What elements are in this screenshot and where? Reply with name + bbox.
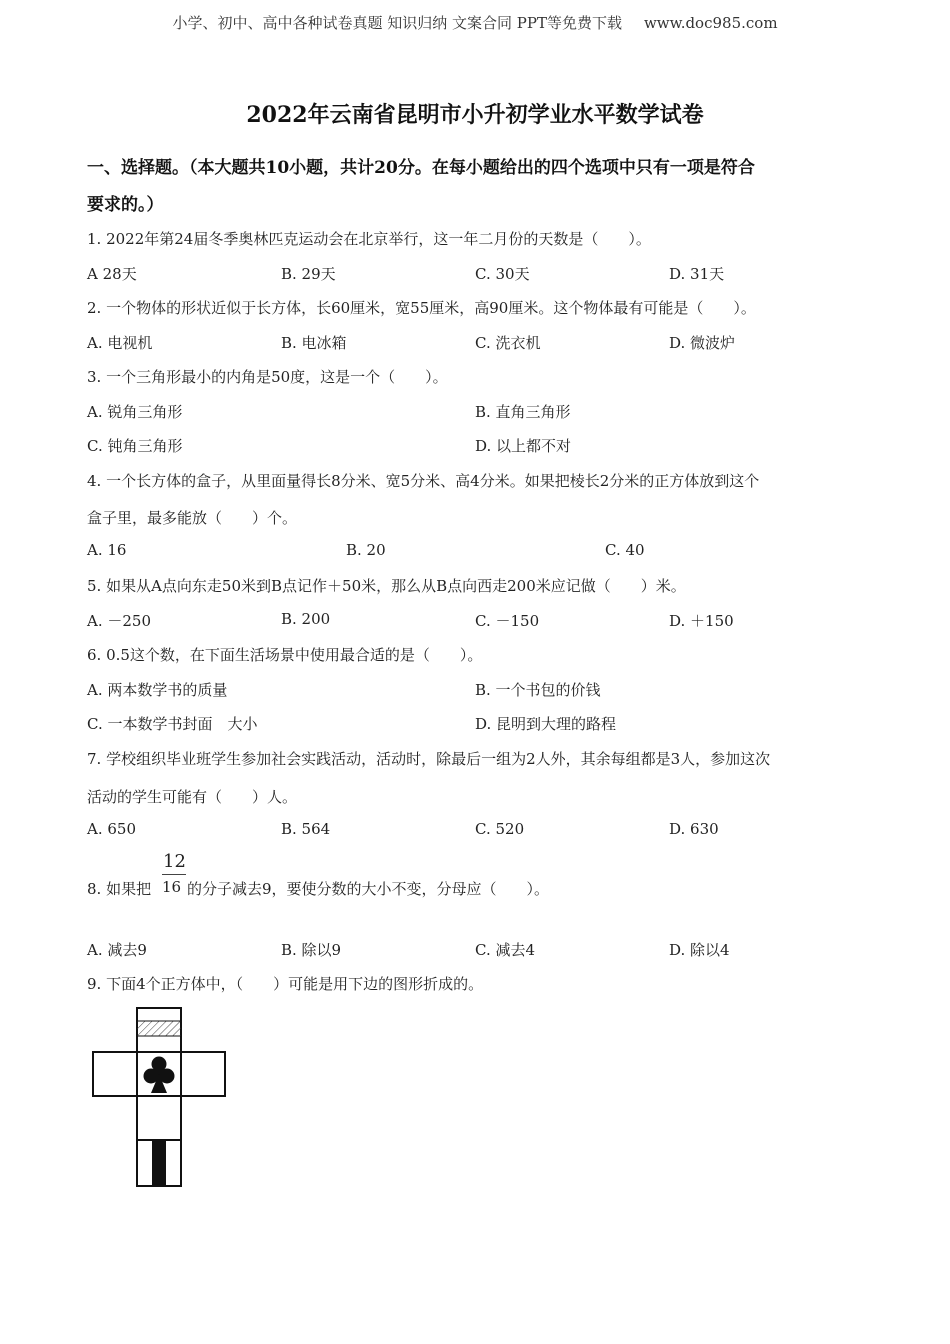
question-3: 3. 一个三角形最小的内角是50度，这是一个（ ）。 — [87, 368, 448, 386]
q8-option-a: A. 减去9 — [87, 941, 147, 959]
q3-option-d: D. 以上都不对 — [475, 437, 572, 455]
q4-option-b: B. 20 — [346, 541, 386, 559]
net-face-left — [93, 1052, 137, 1096]
question-2: 2. 一个物体的形状近似于长方体，长60厘米，宽55厘米，高90厘米。这个物体最有可能是（ ）。 — [87, 299, 756, 317]
q7-option-d: D. 630 — [669, 820, 719, 838]
page-title: 2022年云南省昆明市小升初学业水平数学试卷 — [246, 102, 704, 128]
q6-option-b: B. 一个书包的价钱 — [475, 681, 601, 699]
q4-option-c: C. 40 — [605, 541, 645, 559]
net-hatched-stripe — [137, 1021, 181, 1036]
q6-option-a: A. 两本数学书的质量 — [87, 681, 228, 699]
fraction-denominator: 16 — [162, 878, 182, 896]
section-heading-line2: 要求的。） — [87, 195, 164, 215]
q1-option-c: C. 30天 — [475, 265, 530, 283]
q1-option-b: B. 29天 — [281, 265, 336, 283]
question-7-line2: 活动的学生可能有（ ）人。 — [87, 788, 298, 806]
net-face-lower — [137, 1096, 181, 1140]
question-4-line2: 盒子里，最多能放（ ）个。 — [87, 509, 298, 527]
q5-option-a: A. －250 — [87, 612, 151, 630]
q6-option-c: C. 一本数学书封面 大小 — [87, 715, 258, 733]
q2-option-d: D. 微波炉 — [669, 334, 736, 352]
question-6: 6. 0.5这个数，在下面生活场景中使用最合适的是（ ）。 — [87, 646, 483, 664]
q7-option-b: B. 564 — [281, 820, 331, 838]
q5-option-b: B. 200 — [281, 610, 331, 628]
question-9: 9. 下面4个正方体中，（ ）可能是用下边的图形折成的。 — [87, 975, 484, 993]
q3-option-a: A. 锐角三角形 — [87, 403, 183, 421]
q8-option-c: C. 减去4 — [475, 941, 536, 959]
question-8-prefix: 8. 如果把 — [87, 880, 152, 898]
q1-option-d: D. 31天 — [669, 265, 725, 283]
q2-option-a: A. 电视机 — [87, 334, 153, 352]
fraction-bar — [162, 874, 186, 875]
q8-option-d: D. 除以4 — [669, 941, 730, 959]
q2-option-c: C. 洗衣机 — [475, 334, 541, 352]
q3-option-c: C. 钝角三角形 — [87, 437, 183, 455]
question-7: 7. 学校组织毕业班学生参加社会实践活动，活动时，除最后一组为2人外，其余每组都是3人，参加这次 — [87, 750, 771, 768]
q7-option-c: C. 520 — [475, 820, 525, 838]
question-4: 4. 一个长方体的盒子，从里面量得长8分米、宽5分米、高4分米。如果把棱长2分米的正方体放到这个 — [87, 472, 760, 490]
cube-net-figure — [88, 1000, 233, 1195]
net-face-right — [181, 1052, 225, 1096]
q8-option-b: B. 除以9 — [281, 941, 342, 959]
fraction-numerator: 12 — [163, 851, 186, 872]
q1-option-a: A 28天 — [87, 265, 137, 283]
net-black-bar — [152, 1140, 166, 1186]
question-8-suffix: 的分子减去9，要使分数的大小不变，分母应（ ）。 — [187, 880, 550, 898]
q2-option-b: B. 电冰箱 — [281, 334, 347, 352]
header-text: 小学、初中、高中各种试卷真题 知识归纳 文案合同 PPT等免费下载 — [172, 14, 622, 32]
section-heading-line1: 一、选择题。（本大题共10小题，共计20分。在每小题给出的四个选项中只有一项是符合 — [87, 158, 755, 178]
q6-option-d: D. 昆明到大理的路程 — [475, 715, 617, 733]
q5-option-d: D. ＋150 — [669, 612, 734, 630]
q7-option-a: A. 650 — [87, 820, 136, 838]
q4-option-a: A. 16 — [87, 541, 127, 559]
page-header — [0, 12, 950, 33]
q5-option-c: C. －150 — [475, 612, 540, 630]
header-url[interactable]: www.doc985.com — [643, 14, 778, 32]
question-1: 1. 2022年第24届冬季奥林匹克运动会在北京举行，这一年二月份的天数是（ ）。 — [87, 230, 651, 248]
question-5: 5. 如果从A点向东走50米到B点记作＋50米，那么从B点向西走200米应记做（ ）米。 — [87, 577, 686, 595]
q3-option-b: B. 直角三角形 — [475, 403, 571, 421]
